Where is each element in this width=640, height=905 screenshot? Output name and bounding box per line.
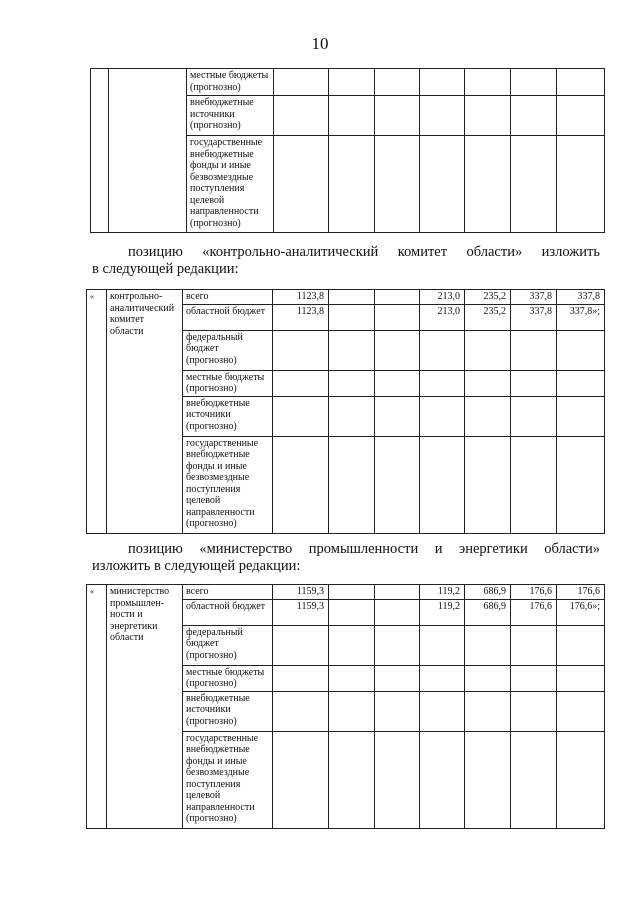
value-cell <box>465 370 511 396</box>
value-cell <box>465 691 511 731</box>
value-cell: 176,6 <box>511 585 557 600</box>
value-cell <box>420 436 465 533</box>
value-cell <box>273 436 329 533</box>
value-cell <box>375 304 420 330</box>
value-cell <box>465 330 511 370</box>
value-cell: 119,2 <box>420 599 465 625</box>
value-cell <box>273 370 329 396</box>
value-cell <box>557 691 605 731</box>
value-cell <box>329 304 375 330</box>
value-cell <box>557 436 605 533</box>
paragraph-control-committee <box>92 244 600 278</box>
page-number: 10 <box>311 34 329 53</box>
value-cell <box>420 691 465 731</box>
value-cell <box>557 665 605 691</box>
value-cell: 337,8 <box>511 304 557 330</box>
value-cell <box>375 731 420 828</box>
value-cell <box>420 665 465 691</box>
value-cell <box>375 396 420 436</box>
value-cell <box>329 585 375 600</box>
value-cell <box>273 396 329 436</box>
row-label: федеральный бюджет (прогнозно) <box>183 625 273 665</box>
value-cell <box>375 625 420 665</box>
value-cell <box>511 330 557 370</box>
row-label: областной бюджет <box>183 304 273 330</box>
row-label: государственные внебюджетные фонды и иные безвозмездные поступления целевой направленности (прогнозно) <box>187 136 274 233</box>
value-cell <box>557 731 605 828</box>
value-cell: 1159,3 <box>273 599 329 625</box>
row-label: местные бюджеты (прогнозно) <box>183 370 273 396</box>
value-cell: 119,2 <box>420 585 465 600</box>
row-label: федеральный бюджет (прогнозно) <box>183 330 273 370</box>
value-cell <box>465 731 511 828</box>
value-cell: 1123,8 <box>273 304 329 330</box>
row-label: всего <box>183 585 273 600</box>
value-cell <box>511 396 557 436</box>
para-line: изложить в следующей редакции: <box>92 558 301 574</box>
value-cell <box>375 290 420 305</box>
value-cell <box>329 599 375 625</box>
value-cell: 213,0 <box>420 290 465 305</box>
table-row <box>87 290 605 305</box>
value-cell <box>329 731 375 828</box>
value-cell <box>375 370 420 396</box>
value-cell: 337,8 <box>557 290 605 305</box>
value-cell <box>511 691 557 731</box>
value-cell <box>557 396 605 436</box>
table-row <box>87 585 605 600</box>
value-cell <box>465 625 511 665</box>
value-cell: 235,2 <box>465 290 511 305</box>
para-word: комитет <box>397 244 448 260</box>
value-cell <box>375 330 420 370</box>
industry-ministry-table <box>86 584 605 829</box>
row-label: внебюджетные источники (прогнозно) <box>183 396 273 436</box>
para-word: изложить <box>541 244 600 260</box>
value-cell <box>273 665 329 691</box>
value-cell <box>273 691 329 731</box>
value-cell: 176,6 <box>511 599 557 625</box>
value-cell <box>420 625 465 665</box>
value-cell: 176,6 <box>557 585 605 600</box>
value-cell <box>511 665 557 691</box>
value-cell <box>375 665 420 691</box>
value-cell <box>465 396 511 436</box>
value-cell <box>511 370 557 396</box>
value-cell: 337,8»; <box>557 304 605 330</box>
organization-name: министерство промышлен-ности и энергетики области <box>107 585 183 829</box>
organization-name: контрольно-аналитический комитет области <box>107 290 183 534</box>
value-cell <box>557 370 605 396</box>
value-cell <box>329 330 375 370</box>
paragraph-industry-ministry <box>92 541 600 575</box>
value-cell <box>329 691 375 731</box>
para-word: «министерство <box>199 541 293 557</box>
value-cell: 337,8 <box>511 290 557 305</box>
row-label: государственные внебюджетные фонды и иные безвозмездные поступления целевой направленности (прогнозно) <box>183 436 273 533</box>
value-cell <box>557 625 605 665</box>
row-label: областной бюджет <box>183 599 273 625</box>
value-cell <box>557 330 605 370</box>
table-row <box>91 69 605 96</box>
row-label: всего <box>183 290 273 305</box>
quote-mark: « <box>87 585 107 829</box>
value-cell <box>273 731 329 828</box>
value-cell <box>465 436 511 533</box>
value-cell <box>420 396 465 436</box>
para-word: энергетики <box>458 541 528 557</box>
value-cell <box>273 625 329 665</box>
para-word: позицию <box>128 541 183 557</box>
value-cell <box>329 436 375 533</box>
value-cell <box>329 370 375 396</box>
control-committee-table <box>86 289 605 534</box>
row-label: внебюджетные источники (прогнозно) <box>183 691 273 731</box>
value-cell <box>511 625 557 665</box>
row-label: местные бюджеты (прогнозно) <box>183 665 273 691</box>
value-cell: 686,9 <box>465 585 511 600</box>
row-label: государственные внебюджетные фонды и иные безвозмездные поступления целевой направленности (прогнозно) <box>183 731 273 828</box>
value-cell <box>420 330 465 370</box>
value-cell <box>329 396 375 436</box>
para-word: и <box>434 541 443 557</box>
value-cell: 1159,3 <box>273 585 329 600</box>
value-cell <box>329 665 375 691</box>
value-cell <box>511 436 557 533</box>
continuation-table <box>90 68 605 233</box>
value-cell: 1123,8 <box>273 290 329 305</box>
para-word: позицию <box>128 244 183 260</box>
value-cell: 235,2 <box>465 304 511 330</box>
row-label: внебюджетные источники (прогнозно) <box>187 96 274 136</box>
row-label: местные бюджеты (прогнозно) <box>187 69 274 96</box>
para-line: в следующей редакции: <box>92 261 239 277</box>
value-cell: 686,9 <box>465 599 511 625</box>
para-word: области» <box>544 541 600 557</box>
value-cell <box>329 625 375 665</box>
value-cell: 213,0 <box>420 304 465 330</box>
value-cell <box>375 436 420 533</box>
value-cell <box>329 290 375 305</box>
value-cell <box>420 731 465 828</box>
value-cell <box>375 599 420 625</box>
value-cell <box>465 665 511 691</box>
value-cell: 176,6»; <box>557 599 605 625</box>
para-word: «контрольно-аналитический <box>202 244 379 260</box>
value-cell <box>420 370 465 396</box>
value-cell <box>375 691 420 731</box>
quote-mark: « <box>87 290 107 534</box>
value-cell <box>511 731 557 828</box>
para-word: промышленности <box>308 541 419 557</box>
para-word: области» <box>466 244 523 260</box>
value-cell <box>375 585 420 600</box>
value-cell <box>273 330 329 370</box>
